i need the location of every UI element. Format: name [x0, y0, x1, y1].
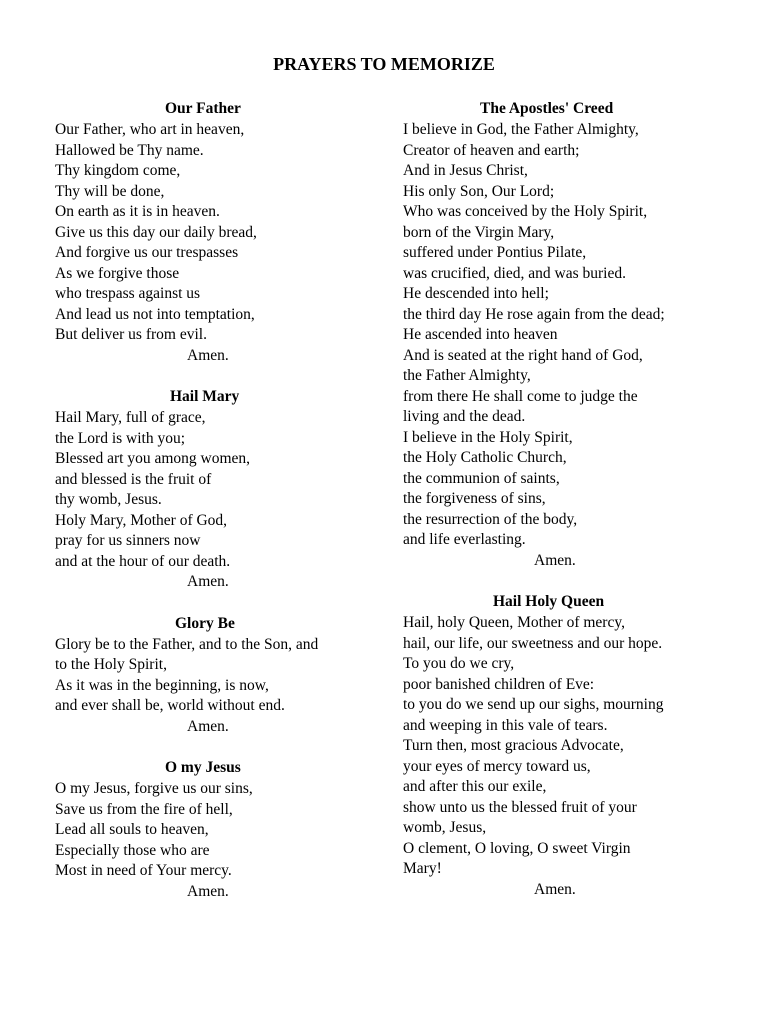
prayer-line: and blessed is the fruit of [55, 470, 212, 488]
prayer-title: Glory Be [175, 614, 235, 632]
prayer-gap [55, 366, 370, 386]
prayer-line: O clement, O loving, O sweet Virgin [403, 839, 631, 857]
prayer-line: Hallowed be Thy name. [55, 141, 204, 159]
prayer-line: who trespass against us [55, 285, 201, 302]
prayer-title: The Apostles' Creed [480, 100, 614, 117]
prayer-line: And in Jesus Christ, [403, 162, 528, 179]
prayer-line: Save us from the fire of hell, [55, 800, 233, 818]
prayer-o-my-jesus [55, 757, 370, 902]
prayer-title: Hail Holy Queen [493, 593, 605, 610]
prayer-line: Glory be to the Father, and to the Son, and [55, 635, 319, 653]
prayer-line: to you do we send up our sighs, mourning [403, 696, 664, 713]
prayer-line: I believe in the Holy Spirit, [403, 428, 573, 446]
prayer-gap [55, 737, 370, 757]
prayer-line: Most in need of Your mercy. [55, 862, 232, 879]
prayer-line: But deliver us from evil. [55, 326, 207, 343]
prayer-line: the communion of saints, [403, 469, 560, 487]
prayer-line: He descended into hell; [403, 285, 549, 302]
prayer-line: Especially those who are [55, 841, 210, 859]
prayer-our-father [55, 98, 370, 366]
prayer-line: And forgive us our trespasses [55, 244, 239, 261]
prayer-gap [55, 593, 370, 613]
prayer-title: Hail Mary [170, 388, 240, 405]
prayer-line: and ever shall be, world without end. [55, 697, 285, 714]
prayer-title: Our Father [165, 100, 241, 117]
prayer-line: Mary! [403, 860, 442, 877]
prayer-line: the third day He rose again from the dead; [403, 305, 665, 323]
prayer-line: the Holy Catholic Church, [403, 449, 567, 466]
amen-line: Amen. [534, 551, 576, 569]
prayer-line: and after this our exile, [403, 778, 547, 795]
prayer-line: from there He shall come to judge the [403, 387, 638, 405]
prayer-line: As it was in the beginning, is now, [55, 676, 269, 694]
prayer-line: Give us this day our daily bread, [55, 223, 257, 241]
prayer-the-apostles-creed [403, 98, 733, 571]
prayer-line: the Lord is with you; [55, 429, 186, 447]
prayer-line: Lead all souls to heaven, [55, 821, 209, 838]
amen-line: Amen. [187, 346, 229, 364]
prayer-line: and life everlasting. [403, 531, 526, 548]
prayer-line: As we forgive those [55, 264, 180, 282]
prayer-gap [403, 571, 733, 591]
prayer-line: thy womb, Jesus. [55, 491, 162, 508]
prayer-line: the forgiveness of sins, [403, 490, 546, 507]
prayer-line: And is seated at the right hand of God, [403, 346, 643, 364]
prayer-line: O my Jesus, forgive us our sins, [55, 780, 253, 797]
prayer-line: On earth as it is in heaven. [55, 203, 220, 220]
prayer-line: He ascended into heaven [403, 326, 558, 343]
page-title: PRAYERS TO MEMORIZE [273, 54, 495, 74]
prayer-line: pray for us sinners now [55, 532, 201, 549]
prayer-line: Hail, holy Queen, Mother of mercy, [403, 614, 625, 631]
prayer-line: your eyes of mercy toward us, [403, 757, 591, 775]
amen-line: Amen. [187, 882, 229, 900]
prayer-line: Our Father, who art in heaven, [55, 121, 245, 138]
prayer-line: Who was conceived by the Holy Spirit, [403, 203, 648, 220]
prayer-line: Blessed art you among women, [55, 450, 251, 467]
prayer-line: poor banished children of Eve: [403, 675, 595, 693]
prayer-line: hail, our life, our sweetness and our hope. [403, 634, 663, 652]
prayer-line: His only Son, Our Lord; [403, 182, 555, 200]
prayer-line: To you do we cry, [403, 655, 515, 672]
prayer-line: living and the dead. [403, 408, 526, 425]
amen-line: Amen. [534, 880, 576, 898]
prayer-glory-be [55, 613, 370, 738]
prayer-line: the Father Almighty, [403, 367, 531, 384]
prayer-line: Holy Mary, Mother of God, [55, 511, 228, 529]
prayer-line: and at the hour of our death. [55, 552, 231, 570]
prayer-hail-mary [55, 386, 370, 593]
prayer-title: O my Jesus [165, 759, 241, 776]
prayer-line: Thy kingdom come, [55, 162, 181, 179]
prayer-line: to the Holy Spirit, [55, 656, 167, 673]
prayer-line: Turn then, most gracious Advocate, [403, 737, 624, 754]
prayer-line: suffered under Pontius Pilate, [403, 244, 587, 261]
prayer-line: born of the Virgin Mary, [403, 223, 555, 241]
left-column [55, 98, 370, 902]
amen-line: Amen. [187, 573, 229, 590]
prayer-line: Hail Mary, full of grace, [55, 409, 206, 426]
prayer-line: the resurrection of the body, [403, 510, 578, 528]
prayer-line: And lead us not into temptation, [55, 305, 255, 323]
prayer-line: womb, Jesus, [403, 819, 487, 836]
prayer-hail-holy-queen [403, 591, 733, 900]
right-column [403, 98, 733, 900]
prayer-line: and weeping in this vale of tears. [403, 716, 608, 734]
amen-line: Amen. [187, 717, 229, 735]
prayer-line: I believe in God, the Father Almighty, [403, 121, 639, 138]
prayer-line: was crucified, died, and was buried. [403, 264, 626, 282]
prayer-line: show unto us the blessed fruit of your [403, 798, 637, 816]
prayer-line: Thy will be done, [55, 182, 165, 200]
prayer-line: Creator of heaven and earth; [403, 141, 580, 159]
